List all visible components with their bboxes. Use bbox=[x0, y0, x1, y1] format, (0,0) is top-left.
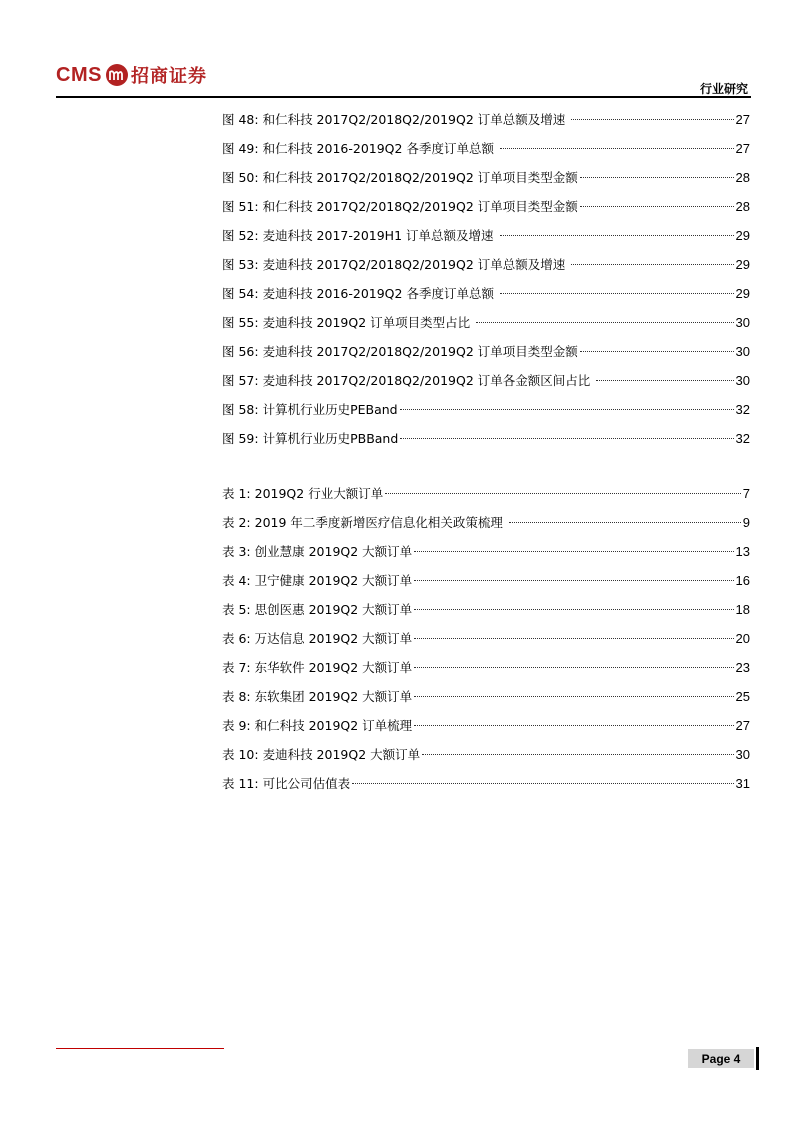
figure-toc-entry[interactable] bbox=[222, 163, 750, 192]
toc-entry-page: 31 bbox=[735, 776, 750, 791]
toc-entry-page: 32 bbox=[735, 431, 750, 446]
toc-entry-page: 29 bbox=[735, 257, 750, 272]
toc-entry-title: 和仁科技 2017Q2/2018Q2/2019Q2 订单总额及增速 bbox=[262, 112, 570, 127]
header-rule bbox=[56, 96, 751, 98]
section-label: 行业研究 bbox=[699, 82, 748, 96]
table-toc-entry[interactable] bbox=[222, 479, 750, 508]
toc-entry-label: 图 52: bbox=[222, 228, 259, 243]
toc-leader-dots bbox=[509, 522, 741, 523]
toc-leader-dots bbox=[500, 148, 734, 149]
toc-entry-label: 表 6: bbox=[222, 631, 251, 646]
toc-entry-label: 表 8: bbox=[222, 689, 251, 704]
toc-entry-title: 麦迪科技 2017Q2/2018Q2/2019Q2 订单总额及增速 bbox=[262, 257, 570, 272]
toc-entry-label: 表 2: bbox=[222, 515, 251, 530]
toc-entry-label: 图 51: bbox=[222, 199, 259, 214]
toc-leader-dots bbox=[414, 609, 733, 610]
toc-leader-dots bbox=[385, 493, 741, 494]
toc-entry-page: 7 bbox=[742, 486, 750, 501]
logo-latin-text: CMS bbox=[56, 63, 102, 86]
toc-leader-dots bbox=[580, 206, 734, 207]
toc-entry-page: 16 bbox=[735, 573, 750, 588]
table-toc-entry[interactable] bbox=[222, 537, 750, 566]
toc-entry-label: 图 58: bbox=[222, 402, 259, 417]
toc-leader-dots bbox=[414, 638, 733, 639]
toc-entry-title: 麦迪科技 2017Q2/2018Q2/2019Q2 订单项目类型金额 bbox=[262, 344, 578, 359]
toc-leader-dots bbox=[571, 264, 733, 265]
toc-entry-label: 表 4: bbox=[222, 573, 251, 588]
toc-entry-page: 30 bbox=[735, 315, 750, 330]
toc-entry-title: 麦迪科技 2017-2019H1 订单总额及增速 bbox=[262, 228, 498, 243]
toc-leader-dots bbox=[352, 783, 733, 784]
toc-entry-label: 图 56: bbox=[222, 344, 259, 359]
table-toc-entry[interactable] bbox=[222, 624, 750, 653]
toc-leader-dots bbox=[596, 380, 733, 381]
toc-entry-title: 卫宁健康 2019Q2 大额订单 bbox=[254, 573, 413, 588]
toc-entry-title: 计算机行业历史PBBand bbox=[262, 431, 399, 446]
company-logo bbox=[56, 60, 207, 90]
toc-entry-title: 和仁科技 2016-2019Q2 各季度订单总额 bbox=[262, 141, 498, 156]
toc-entry-title: 创业慧康 2019Q2 大额订单 bbox=[254, 544, 413, 559]
toc-entry-page: 28 bbox=[735, 199, 750, 214]
table-toc-entry[interactable] bbox=[222, 711, 750, 740]
toc-entry-title: 可比公司估值表 bbox=[262, 776, 351, 791]
toc-entry-page: 30 bbox=[735, 373, 750, 388]
toc-entry-label: 表 9: bbox=[222, 718, 251, 733]
figure-toc-entry[interactable] bbox=[222, 250, 750, 279]
logo-chinese-text: 招商证券 bbox=[130, 66, 207, 87]
toc-leader-dots bbox=[414, 696, 733, 697]
table-toc-entry[interactable] bbox=[222, 740, 750, 769]
toc-entry-title: 思创医惠 2019Q2 大额订单 bbox=[254, 602, 413, 617]
toc-leader-dots bbox=[580, 351, 734, 352]
toc-entry-page: 20 bbox=[735, 631, 750, 646]
toc-entry-title: 计算机行业历史PEBand bbox=[262, 402, 398, 417]
toc-entry-page: 9 bbox=[742, 515, 750, 530]
toc-entry-page: 27 bbox=[735, 141, 750, 156]
figure-toc-entry[interactable] bbox=[222, 424, 750, 453]
toc-entry-page: 13 bbox=[735, 544, 750, 559]
toc-leader-dots bbox=[400, 409, 734, 410]
toc-entry-page: 30 bbox=[735, 344, 750, 359]
toc-entry-page: 29 bbox=[735, 286, 750, 301]
toc-entry-title: 和仁科技 2017Q2/2018Q2/2019Q2 订单项目类型金额 bbox=[262, 170, 578, 185]
figure-toc-entry[interactable] bbox=[222, 395, 750, 424]
toc-entry-page: 18 bbox=[735, 602, 750, 617]
toc-entry-label: 图 48: bbox=[222, 112, 259, 127]
figure-index bbox=[222, 105, 750, 453]
toc-leader-dots bbox=[580, 177, 734, 178]
toc-entry-page: 27 bbox=[735, 112, 750, 127]
footnote-rule bbox=[56, 1048, 224, 1049]
toc-leader-dots bbox=[400, 438, 733, 439]
table-toc-entry[interactable] bbox=[222, 595, 750, 624]
toc-entry-title: 和仁科技 2019Q2 订单梳理 bbox=[254, 718, 413, 733]
toc-entry-label: 图 50: bbox=[222, 170, 259, 185]
toc-entry-title: 和仁科技 2017Q2/2018Q2/2019Q2 订单项目类型金额 bbox=[262, 199, 578, 214]
toc-leader-dots bbox=[500, 293, 734, 294]
toc-entry-title: 麦迪科技 2019Q2 大额订单 bbox=[262, 747, 421, 762]
toc-leader-dots bbox=[414, 551, 733, 552]
toc-leader-dots bbox=[571, 119, 733, 120]
toc-entry-title: 万达信息 2019Q2 大额订单 bbox=[254, 631, 413, 646]
toc-entry-title: 麦迪科技 2019Q2 订单项目类型占比 bbox=[262, 315, 475, 330]
toc-entry-title: 东华软件 2019Q2 大额订单 bbox=[254, 660, 413, 675]
table-toc-entry[interactable] bbox=[222, 566, 750, 595]
toc-entry-label: 表 10: bbox=[222, 747, 259, 762]
toc-entry-label: 表 11: bbox=[222, 776, 259, 791]
toc-leader-dots bbox=[414, 725, 733, 726]
toc-entry-label: 图 57: bbox=[222, 373, 259, 388]
toc-entry-title: 2019Q2 行业大额订单 bbox=[254, 486, 384, 501]
table-index bbox=[222, 479, 750, 798]
toc-entry-page: 23 bbox=[735, 660, 750, 675]
logo-emblem-icon bbox=[106, 64, 128, 86]
toc-leader-dots bbox=[422, 754, 733, 755]
toc-entry-label: 图 49: bbox=[222, 141, 259, 156]
toc-entry-page: 30 bbox=[735, 747, 750, 762]
table-toc-entry[interactable] bbox=[222, 769, 750, 798]
toc-leader-dots bbox=[476, 322, 733, 323]
figure-toc-entry[interactable] bbox=[222, 221, 750, 250]
toc-entry-label: 图 55: bbox=[222, 315, 259, 330]
figure-toc-entry[interactable] bbox=[222, 134, 750, 163]
toc-entry-title: 2019 年二季度新增医疗信息化相关政策梳理 bbox=[254, 515, 507, 530]
toc-leader-dots bbox=[414, 580, 733, 581]
page-number-bar bbox=[756, 1047, 759, 1070]
page-number: Page 4 bbox=[688, 1049, 754, 1068]
toc-leader-dots bbox=[500, 235, 734, 236]
toc-leader-dots bbox=[414, 667, 733, 668]
figure-toc-entry[interactable] bbox=[222, 366, 750, 395]
figure-toc-entry[interactable] bbox=[222, 192, 750, 221]
table-toc-entry[interactable] bbox=[222, 508, 750, 537]
toc-entry-label: 图 53: bbox=[222, 257, 259, 272]
toc-entry-title: 东软集团 2019Q2 大额订单 bbox=[254, 689, 413, 704]
toc-entry-label: 表 1: bbox=[222, 486, 251, 501]
figure-toc-entry[interactable] bbox=[222, 308, 750, 337]
toc-entry-page: 25 bbox=[735, 689, 750, 704]
figure-toc-entry[interactable] bbox=[222, 105, 750, 134]
toc-entry-label: 表 3: bbox=[222, 544, 251, 559]
toc-entry-page: 27 bbox=[735, 718, 750, 733]
toc-entry-page: 28 bbox=[735, 170, 750, 185]
table-toc-entry[interactable] bbox=[222, 653, 750, 682]
toc-entry-label: 表 5: bbox=[222, 602, 251, 617]
figure-toc-entry[interactable] bbox=[222, 279, 750, 308]
toc-entry-label: 表 7: bbox=[222, 660, 251, 675]
toc-entry-page: 32 bbox=[735, 402, 750, 417]
toc-entry-label: 图 54: bbox=[222, 286, 259, 301]
toc-entry-label: 图 59: bbox=[222, 431, 259, 446]
figure-toc-entry[interactable] bbox=[222, 337, 750, 366]
toc-entry-page: 29 bbox=[735, 228, 750, 243]
table-toc-entry[interactable] bbox=[222, 682, 750, 711]
toc-entry-title: 麦迪科技 2016-2019Q2 各季度订单总额 bbox=[262, 286, 498, 301]
toc-entry-title: 麦迪科技 2017Q2/2018Q2/2019Q2 订单各金额区间占比 bbox=[262, 373, 595, 388]
